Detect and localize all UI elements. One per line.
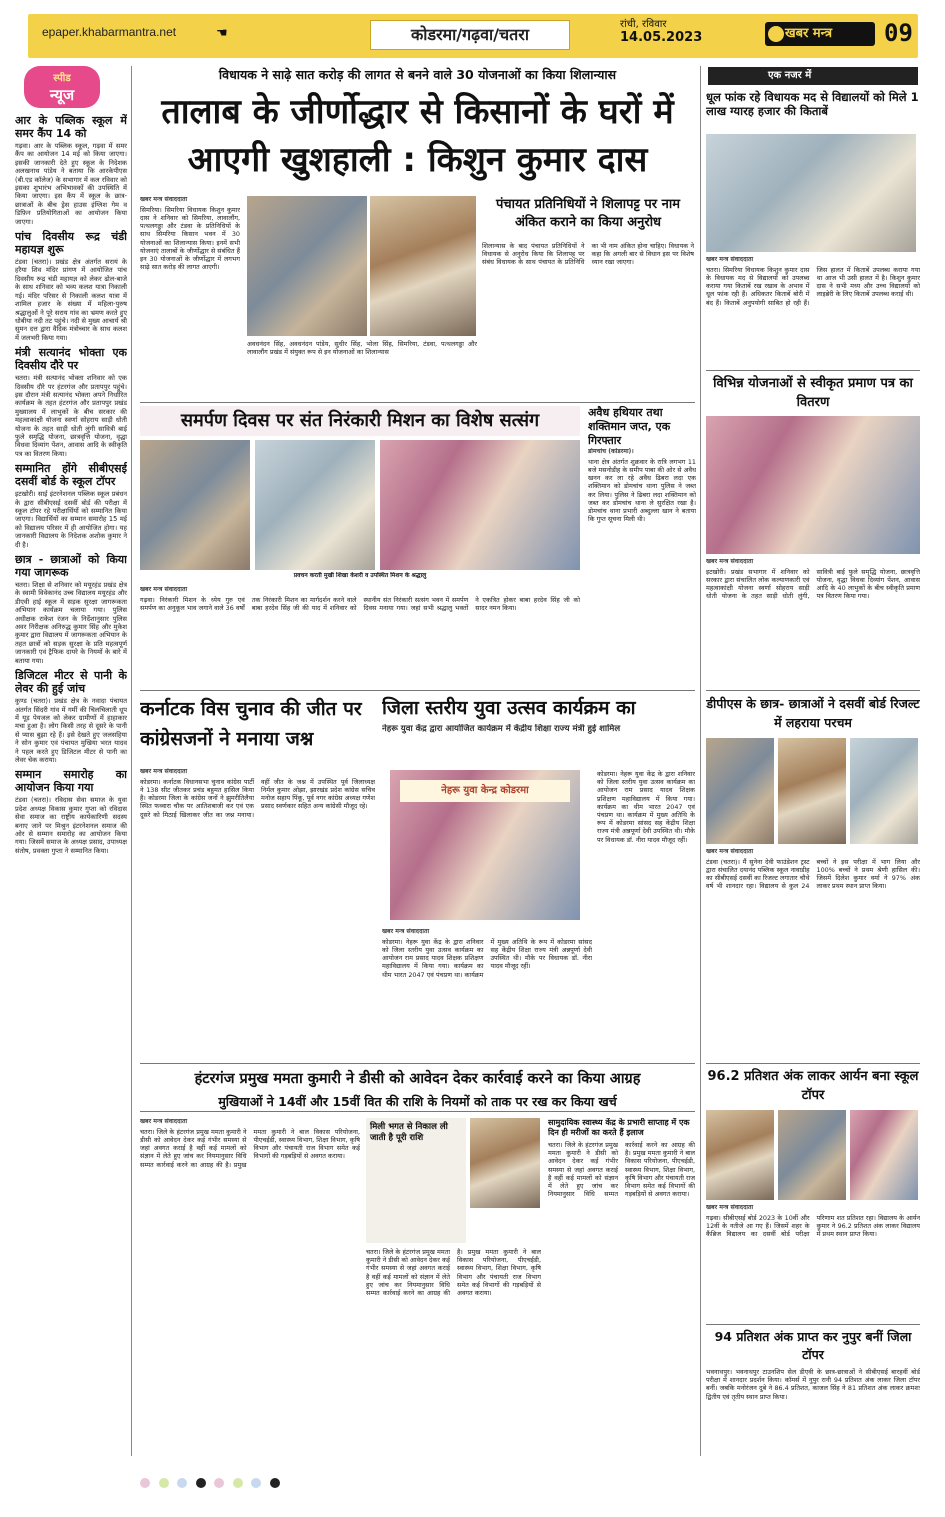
plaque-photo [370, 196, 476, 336]
story-body: इटखोरी। साई इंटरनेशनल पब्लिक स्कूल प्रबंधन के द्वारा सीबीएसई दसवीं बोर्ड की परीक्षा में स्कूल टॉपर रहे परीक्षार्थियों को सम्मानित किया जाएगा। विद्यार्थियों का सम्मान समारोह 15 मई को विद्यालय परिसर में ही आयोजित होगा। यह जानकारी विद्यालय के निदेशक अशोक कुमार ने दी है। [15, 490, 127, 549]
banner-story-text [140, 196, 240, 396]
byline: खबर मन्त्र संवाददाता [706, 558, 754, 565]
ceremony-photo [247, 196, 367, 336]
byline: खबर मन्त्र संवाददाता [706, 1204, 754, 1211]
rc-story3-headline: डीपीएस के छात्र- छात्राओं ने दसवीं बोर्ड रिजल्ट में लहराया परचम [706, 696, 920, 730]
city-day: रांची, रविवार [620, 19, 667, 30]
topper-photo-1 [706, 1110, 774, 1200]
dateline [620, 18, 702, 45]
section-title: कोडरमा/गढ़वा/चतरा [370, 20, 570, 50]
student-photo-2 [778, 738, 846, 844]
cursor-icon: ☚ [216, 26, 228, 41]
byline: खबर मन्त्र संवाददाता [140, 586, 188, 593]
story-body: चतरा। जिले के हंटरगंज प्रमुख ममता कुमारी ने डीसी को आवेदन देकर कई गंभीर समस्या से जहां अवगत कराई है वहीं कई मामलों को संज्ञान में लेते हुए जांच कर नियमानुसार विधि सम्मत कार्रवाई करने का आग्रह की है। प्रमुख ममता कुमारी ने बाल विकास परियोजना, पीएचईडी, स्वास्थ्य विभाग, शिक्षा विभाग, कृषि विभाग और पंचायती राज विभाग समेत कई विभागों की गड़बड़ियों से अवगत कराया। [548, 1141, 695, 1199]
rc-story3 [706, 848, 920, 1058]
arrest-story [588, 448, 696, 688]
column-divider [131, 66, 132, 1456]
nazar-tag: एक नजर में [708, 67, 918, 85]
divider [706, 370, 920, 371]
story-title: मंत्री सत्यानंद भोक्ता एक दिवसीय दौरे पर [15, 346, 127, 373]
reg-dot [196, 1478, 206, 1488]
audience-photo-1 [255, 440, 375, 570]
nirankari-story [140, 586, 580, 686]
reg-dot [251, 1478, 261, 1488]
mamta-callout [366, 1118, 466, 1243]
mamta-side [548, 1118, 695, 1453]
story-body: सिमरिया। सिमरिया विधायक किशुन कुमार दास ने शनिवार को सिमरिया, लावालौंग, पत्थलगड्डा और टंडवा के प्रतिनिधियों के साथ सिमरिया किसान भवन में 30 योजनाओं का शिलान्यास किया। इनमें सभी योजनाएं तालाबों के जीर्णोद्धार से संबंधित हैं इन 30 योजनाओं के जीर्णोद्धार में लगभग साढ़े सात करोड़ की लागत आएगी। [140, 205, 240, 272]
page-header [0, 0, 945, 62]
reg-dot [140, 1478, 150, 1488]
divider [140, 402, 695, 403]
story-body: कोडरमा। नेहरू युवा केंद्र के द्वारा शनिवार को जिला स्तरीय युवा उत्सव कार्यक्रम का आयोजन राम प्रसाद यादव शिक्षक प्रशिक्षण महाविद्यालय में किया गया। कार्यक्रम का थीम भारत 2047 एवं पंचप्रण था। कार्यक्रम में मुख्य अतिथि के रूप में कोडरमा सांसद सह केंद्रीय शिक्षा राज्य मंत्री अन्नपूर्णा देवी उपस्थित थी। मौके पर विधायक डॉ. नीरा यादव मौजूद रहीं। [382, 937, 592, 979]
speaker-photo [140, 440, 250, 570]
story-title: छात्र - छात्राओं को किया गया जागरूक [15, 553, 127, 580]
rc-story2 [706, 558, 920, 688]
topper-photo-3 [850, 1110, 918, 1200]
byline: खबर मन्त्र संवाददाता [140, 768, 188, 775]
banner-headline: तालाब के जीर्णोद्धार से किसानों के घरों में आएगी खुशहाली : किशुन कुमार दास [161, 92, 674, 180]
rc-story5-headline: 94 प्रतिशत अंक प्राप्त कर नुपुर बनीं जिला टॉपर [714, 1329, 912, 1362]
youth-fest-continued: कोडरमा। नेहरू युवा केंद्र के द्वारा शनिवार को जिला स्तरीय युवा उत्सव कार्यक्रम का आयोजन राम प्रसाद यादव शिक्षक प्रशिक्षण महाविद्यालय में किया गया। कार्यक्रम का थीम भारत 2047 एवं पंचप्रण था। कार्यक्रम में मुख्य अतिथि के रूप में कोडरमा सांसद सह केंद्रीय शिक्षा राज्य मंत्री अन्नपूर्णा देवी उपस्थित थी। मौके पर विधायक डॉ. नीरा यादव मौजूद रहीं। [597, 770, 695, 844]
site-url[interactable]: epaper.khabarmantra.net [42, 25, 177, 39]
youth-fest-subhead: नेहरू युवा केंद्र द्वारा आयोजित कार्यक्रम में केंद्रीय शिक्षा राज्य मंत्री हुई शामिल [382, 724, 621, 734]
divider [706, 1063, 920, 1064]
callout-text: मिली भगत से निकाल ली जाती है पूरी राशि [370, 1122, 448, 1143]
brand-mark-icon [768, 26, 784, 42]
brand-name: खबर मन्त्र [785, 26, 833, 41]
reg-dot [177, 1478, 187, 1488]
story-body: टंडवा (चतरा)। रविदास सेवा समाज के युवा प्रदेश अध्यक्ष विकास कुमार गुप्ता को रविदास सेवा समाज का राष्ट्रीय कार्यकारिणी सदस्य बनाए जाने पर मिश्रुन इंटरनेशनल समाज की ओर से सम्मान समारोह का आयोजन किया गया। जिसमें समाज के अध्यक्ष प्रसाद, उपाध्यक्ष संतोष, प्रवक्ता गुप्ता ने सम्मानित किया। [15, 796, 127, 855]
story-body: टंडवा (चतरा)। मैं सुनेना देवी फाउंडेशन ट्रस्ट द्वारा संचालित दयानंद पब्लिक स्कूल नावाडीह का सीबीएसई दसवीं का रिजल्ट लगातार चौथे वर्ष भी शानदार रहा। विद्यालय से कुल 24 बच्चों ने इस परीक्षा में भाग लिया और 100% बच्चों ने प्रथम श्रेणी हासिल की। जिसमें दिलेश कुमार वर्मा ने 97% अंक लाकर प्रथम स्थान प्राप्त किया। [706, 857, 920, 891]
story-title: पांच दिवसीय रूद्र चंडी महायज्ञ शुरू [15, 230, 127, 257]
rc-story2-headline: विभिन्न योजनाओं से स्वीकृत प्रमाण पत्र का वितरण [713, 376, 913, 410]
rc-story1 [706, 256, 920, 366]
audience-photo-2 [380, 440, 580, 570]
byline: खबर मन्त्र संवाददाता [706, 256, 754, 263]
story-body: गढ़वा। निरंकारी मिशन के ध्येय गुरु एवं समर्पण का अनुकूल भाव जगाने वाले 36 वर्षों तक निरंकारी मिशन का मार्गदर्शन करने वाले बाबा हरदेव सिंह जी की याद में शनिवार को स्थानीय संत निरंकारी सत्संग भवन में समर्पण दिवस मनाया गया। जहां सभी श्रद्धालु भक्तों ने एकत्रित होकर बाबा हरदेव सिंह जी को सादर नमन किया। [140, 595, 580, 612]
story-body: टंडवा (चतरा)। प्रखंड क्षेत्र अंतर्गत सरायं के हरैया शिव मंदिर प्रांगण में आयोजित पांच दिवसीय रूद्र चंडी महायज्ञ को लेकर ढोल-बाजे के साथ शनिवार को भव्य कलश यात्रा निकाली गई। मंदिर परिसर से निकाली कलश यात्रा में शामिल हजार के संख्या में महिला-पुरुष श्रद्धालुओं ने पूरे सराय गांव का भ्रमण करते हुए धोबीया नदी तट पहुंचे। नदी से मुख्य आचार्य श्री सुमन दत्त द्वारा वैदिक मंत्रोच्चार के साथ कलश में जलभरी किया गया। [15, 258, 127, 342]
rc-story1-headline: धूल फांक रहे विधायक मद से विद्यालयों को मिले 1 लाख ग्यारह हजार की किताबें [706, 90, 919, 118]
student-photo-3 [850, 738, 918, 844]
event-banner: नेहरू युवा केन्द्र कोडरमा [400, 780, 570, 802]
mamta-headline: हंटरगंज प्रमुख ममता कुमारी ने डीसी को आवेदन देकर कार्रवाई करने का किया आग्रह [194, 1071, 641, 1087]
column-divider [700, 66, 701, 1456]
karnataka-headline: कर्नाटक विस चुनाव की जीत पर कांग्रेसजनों ने मनाया जश्न [140, 698, 362, 750]
mamta-story [140, 1118, 360, 1453]
story-body: गढ़वा। सीबीएसई बोर्ड 2023 के 10वीं और 12वीं के नतीजे आ गए हैं। जिसमें शहर के कैंब्रिज विद्यालय का दसवीं बोर्ड परीक्षा परिणाम शत प्रतिशत रहा। विद्यालय के आर्यन कुमार ने 96.2 प्रतिशत अंक लाकर विद्यालय में प्रथम स्थान प्राप्त किया। [706, 1213, 920, 1239]
reg-dot [270, 1478, 280, 1488]
karnataka-story [140, 768, 375, 1058]
story-title: सम्मान समारोह का आयोजन किया गया [15, 768, 127, 795]
byline: खबर मन्त्र संवाददाता [706, 848, 754, 855]
byline: खबर मन्त्र संवाददाता [140, 196, 188, 203]
youth-fest-headline: जिला स्तरीय युवा उत्सव कार्यक्रम का [382, 697, 636, 719]
byline: खबर मन्त्र संवाददाता [140, 1118, 188, 1125]
topper-photo-2 [778, 1110, 846, 1200]
story-body: चतरा। मंत्री सत्यानंद भोक्ता शनिवार को एक दिवसीय दौरे पर हंटरगंज और प्रतापपुर पहुंचे। इस दौरान मंत्री सत्यानंद भोक्ता अपने निर्धारित कार्यक्रम के तहत हंटरगंज और प्रतापपुर प्रखंड मुख्यालय में लाभुकों के बीच सरकार की महत्वाकांक्षी योजना स्वर्णा सोहराय साड़ी धोती योजना के तहत साड़ी धोती लुंगी सावित्री बाई फुले समृद्धि योजना, छात्रवृत्ति योजना, वृद्धा विधवा दिव्यांग पेंशन, आवास आदि के स्वीकृति पत्र का वितरण किया। [15, 374, 127, 458]
logo-bottom-text: न्यूज [49, 86, 75, 104]
divider [140, 690, 695, 691]
story-body: चतरा। सिमरिया विधायक किशुन कुमार दास के विधायक मद से विद्यालयों को उपलब्ध कराया गया किताबें रख रखाव के अभाव में धूल फांक रही हैं। अधिकतर किताबें बोरी में बंद हैं। किताबें अनुपयोगी साबित हो रही हैं। जिस हालत में किताबें उपलब्ध कराया गया था आज भी उसी हालत में है। किशुन कुमार दास ने सभी मध्य और उच्च विद्यालयों को लाइब्रेरी के लिए किताबें उपलब्ध कराई थी। [706, 265, 920, 307]
story-body: चतरा। शिक्षा से शनिवार को मयूरहंड प्रखंड क्षेत्र के स्वामी विवेकानंद उच्च विद्यालय मयूरहंड और डीएवी हाई स्कूल में सड़क सुरक्षा जागरूकता अभियान कार्यक्रम चलाया गया। पुलिस अधीक्षक राकेश रंजन के निर्देशानुसार पुलिस अवर निरीक्षक अनिरुद्ध कुमार सिंह और मुकेश कुमार द्वारा विद्यालय में जागरूकता अभियान के तहत छात्रों को सड़क सुरक्षा के प्रति महत्वपूर्ण जानकारी एवं ट्रैफिक दायरे के नियमों के बारे में बताया गया। [15, 581, 127, 665]
story-body: चतरा। जिले के हंटरगंज प्रमुख ममता कुमारी ने डीसी को आवेदन देकर कई गंभीर समस्या से जहां अवगत कराई है वहीं कई मामलों को संज्ञान में लेते हुए जांच कर नियमानुसार विधि सम्मत कार्रवाई करने का आग्रह की है। प्रमुख ममता कुमारी ने बाल विकास परियोजना, पीएचईडी, स्वास्थ्य विभाग, शिक्षा विभाग, कृषि विभाग और पंचायती राज विभाग समेत कई विभागों की गड़बड़ियों से अवगत कराया। [140, 1127, 360, 1169]
photo-caption: अवधनंदन सिंह, अवधनंदन पांडेय, सुधीर सिंह, भोला सिंह, सिमरिया, टंडवा, पत्थलगड्डा और लावालौंग प्रखंड में संयुक्त रूप से इन योजनाओं का शिलान्यास [247, 340, 477, 357]
left-news-column [15, 66, 127, 1451]
youth-fest-story [382, 928, 592, 1058]
books-photo [706, 134, 916, 252]
story-title: डिजिटल मीटर से पानी के लेवर की हुई जांच [15, 669, 127, 696]
youth-fest-photo [390, 770, 580, 920]
story-body: कोडरमा। कर्नाटक विधानसभा चुनाव कांग्रेस पार्टी ने 138 सीट जीतकर प्रचंड बहुमत हासिल किया है। कोडरमा जिला के कांग्रेस जनों ने झुमरीतिलैया स्थित फव्वारा चौक पर आतिशबाजी कर एवं एक दूसरे को मिठाई खिलाकर जीत का जश्न मनाया। वहीं जीत के जश्न में उपस्थित पूर्व जिलाध्यक्ष निर्मल कुमार ओझा, झारखंड प्रदेश कांग्रेस सचिव मनोज सहाय पिंकू, पूर्व नगर कांग्रेस अध्यक्ष गणेश प्रसाद स्वर्णकार सहित अन्य कांग्रेसी मौजूद रहे। [140, 777, 375, 819]
divider [706, 690, 920, 691]
brand-logo [765, 22, 875, 46]
logo-top-text: स्पीड [53, 73, 71, 84]
certificate-photo [706, 416, 920, 554]
banner-strap: विधायक ने साढ़े सात करोड़ की लागत से बनने वाले 30 योजनाओं का किया शिलान्यास [218, 67, 617, 82]
reg-dot [233, 1478, 243, 1488]
story-title: सम्मानित होंगे सीबीएसई दसवीं बोर्ड के स्कूल टॉपर [15, 462, 127, 489]
divider [706, 1324, 920, 1325]
reg-dot [159, 1478, 169, 1488]
divider [140, 1063, 695, 1064]
nirankari-caption: प्रवचन करती मुखी शिखा केशरी व उपस्थित मिशन के श्रद्धालु [293, 572, 427, 579]
mamta-portrait [470, 1118, 540, 1208]
byline: खबर मन्त्र संवाददाता [382, 928, 430, 935]
story-body: थाना क्षेत्र अंतर्गत शुक्रवार के रात्रि लगभग 11 बजे मसनोडीह के समीप पाबा की ओर से अवैध खनन कर ला रहे अवैध ढिबरा लदा एक शक्तिमान को डोमचांच थाना पुलिस ने जब्त कर लिया। पुलिस ने ढिबरा लदा शक्तिमान को जब्त कर डोमचांच थाना ले सुरक्षित रखा है। डोमचांच थाना प्रभारी अब्दुल्ला खान ने बताया कि गुप्त सूचना मिली थी। [588, 457, 696, 524]
byline: डोमचांच (कोडरमा)। [588, 448, 634, 455]
mamta-story-continued: चतरा। जिले के हंटरगंज प्रमुख ममता कुमारी ने डीसी को आवेदन देकर कई गंभीर समस्या से जहां अवगत कराई है वहीं कई मामलों को संज्ञान में लेते हुए जांच कर नियमानुसार विधि सम्मत कार्रवाई करने का आग्रह की है। प्रमुख ममता कुमारी ने बाल विकास परियोजना, पीएचईडी, स्वास्थ्य विभाग, शिक्षा विभाग, कृषि विभाग और पंचायती राज विभाग समेत कई विभागों की गड़बड़ियों से अवगत कराया। [366, 1248, 541, 1298]
side-subhead: सामुदायिक स्वास्थ्य केंद्र के प्रभारी साप्ताह में एक दिन ही मरीजों का करते हैं इलाज [548, 1118, 690, 1137]
side-headline: पंचायत प्रतिनिधियों ने शिलापट्ट पर नाम अंकित कराने का किया अनुरोध [495, 197, 680, 230]
story-body: गढ़वा। आर के पब्लिक स्कूल, गढ़वा में समर कैंप का आयोजन 14 मई को किया जाएगा। इसकी जानकारी देते हुए स्कूल के निदेशक अलखनाथ पांडेय ने बताया कि आरकेपीएस (बी.एड कॉलेज) के सभागार में कल रविवार को इसका शुभारंभ अभिभावकों की उपस्थिति में किया जाएगा। इस कैंप में स्कूल के छात्र-छात्राओं के बीच ड्रेस हाउस इंग्लिश गेम व डिफ़िन प्रतियोगिताओं का आयोजन किया जाएगा। [15, 142, 127, 226]
student-photo-1 [706, 738, 774, 844]
nirankari-headline: समर्पण दिवस पर संत निरंकारी मिशन का विशेष सत्संग [140, 406, 580, 436]
arrest-headline: अवैध हथियार तथा शक्तिमान जप्त, एक गिरफ्तार [588, 406, 671, 446]
issue-date: 14.05.2023 [620, 30, 703, 45]
story-body: कुण्ड (चतरा)। प्रखंड क्षेत्र के नवादा पंचायत अंतर्गत सिंदरी गांव में गर्मी की चिलचिलाती धूप में यूड़ पेयजल को लेकर ग्रामीणों में हाहाकार मचा हुआ है। लोग किसी तरह से दूसरे के पानी से प्यास बुझा रहे हैं। इसे देखते हुए जलसहिया ने सोन कुमार एवं पंचायत मुखिया भरत यादव ने पहल करते हुए डिजिटल मीटर से पानी का लेवर चेक कराया। [15, 697, 127, 764]
registration-marks [140, 1478, 840, 1492]
page-number: 09 [884, 19, 913, 47]
story-title: आर के पब्लिक स्कूल में समर कैंप 14 को [15, 114, 127, 140]
side-story-body: शिलान्यास के बाद पंचायत प्रतिनिधियों ने विधायक से अनुरोध किया कि शिलापट्ट पर संबंध विधायक के साथ पंचायत के प्रतिनिधि का भी नाम अंकित होना चाहिए। विधायक ने कहा कि अगली बार से विधान इस पर विशेष ध्यान रखा जाएगा। [482, 242, 694, 267]
story-body: इटखोरी। प्रखंड सभागार में शनिवार को सरकार द्वारा संचालित लोक कल्याणकारी एवं महत्वाकांक्षी योजना स्वर्णा सोहराय साड़ी धोती योजना के तहत साड़ी धोती लुंगी, सावित्री बाई फुले समृद्धि योजना, छात्रवृत्ति योजना, वृद्धा विधवा दिव्यांग पेंशन, आवास आदि के 40 लाभुकों के बीच स्वीकृति प्रमाण पत्र वितरण किया गया। [706, 567, 920, 601]
rc-story5-body: भवनाथपुर। भवनाथपुर टाउनशिप सेल डीएवी के छात्र-छात्राओं ने सीबीएसई बारहवीं बोर्ड परीक्षा में शानदार प्रदर्शन किया। कॉमर्स में नुपुर रानी 94 प्रतिशत अंक लाकर जिला टॉपर बनीं। जबकि मनोरंजन दुबे ने 86.4 प्रतिशत, काजल सिंह ने 81 प्रतिशत अंक लाकर क्रमशः द्वितीय एवं तृतीय स्थान प्राप्त किया। [706, 1368, 920, 1401]
mamta-subhead: मुखियाओं ने 14वीं और 15वीं वित की राशि के नियमों को ताक पर रख कर किया खर्च [140, 1092, 695, 1112]
rc-story4 [706, 1204, 920, 1322]
left-stories [15, 110, 127, 858]
reg-dot [214, 1478, 224, 1488]
rc-story4-headline: 96.2 प्रतिशत अंक लाकर आर्यन बना स्कूल टॉपर [707, 1069, 919, 1103]
